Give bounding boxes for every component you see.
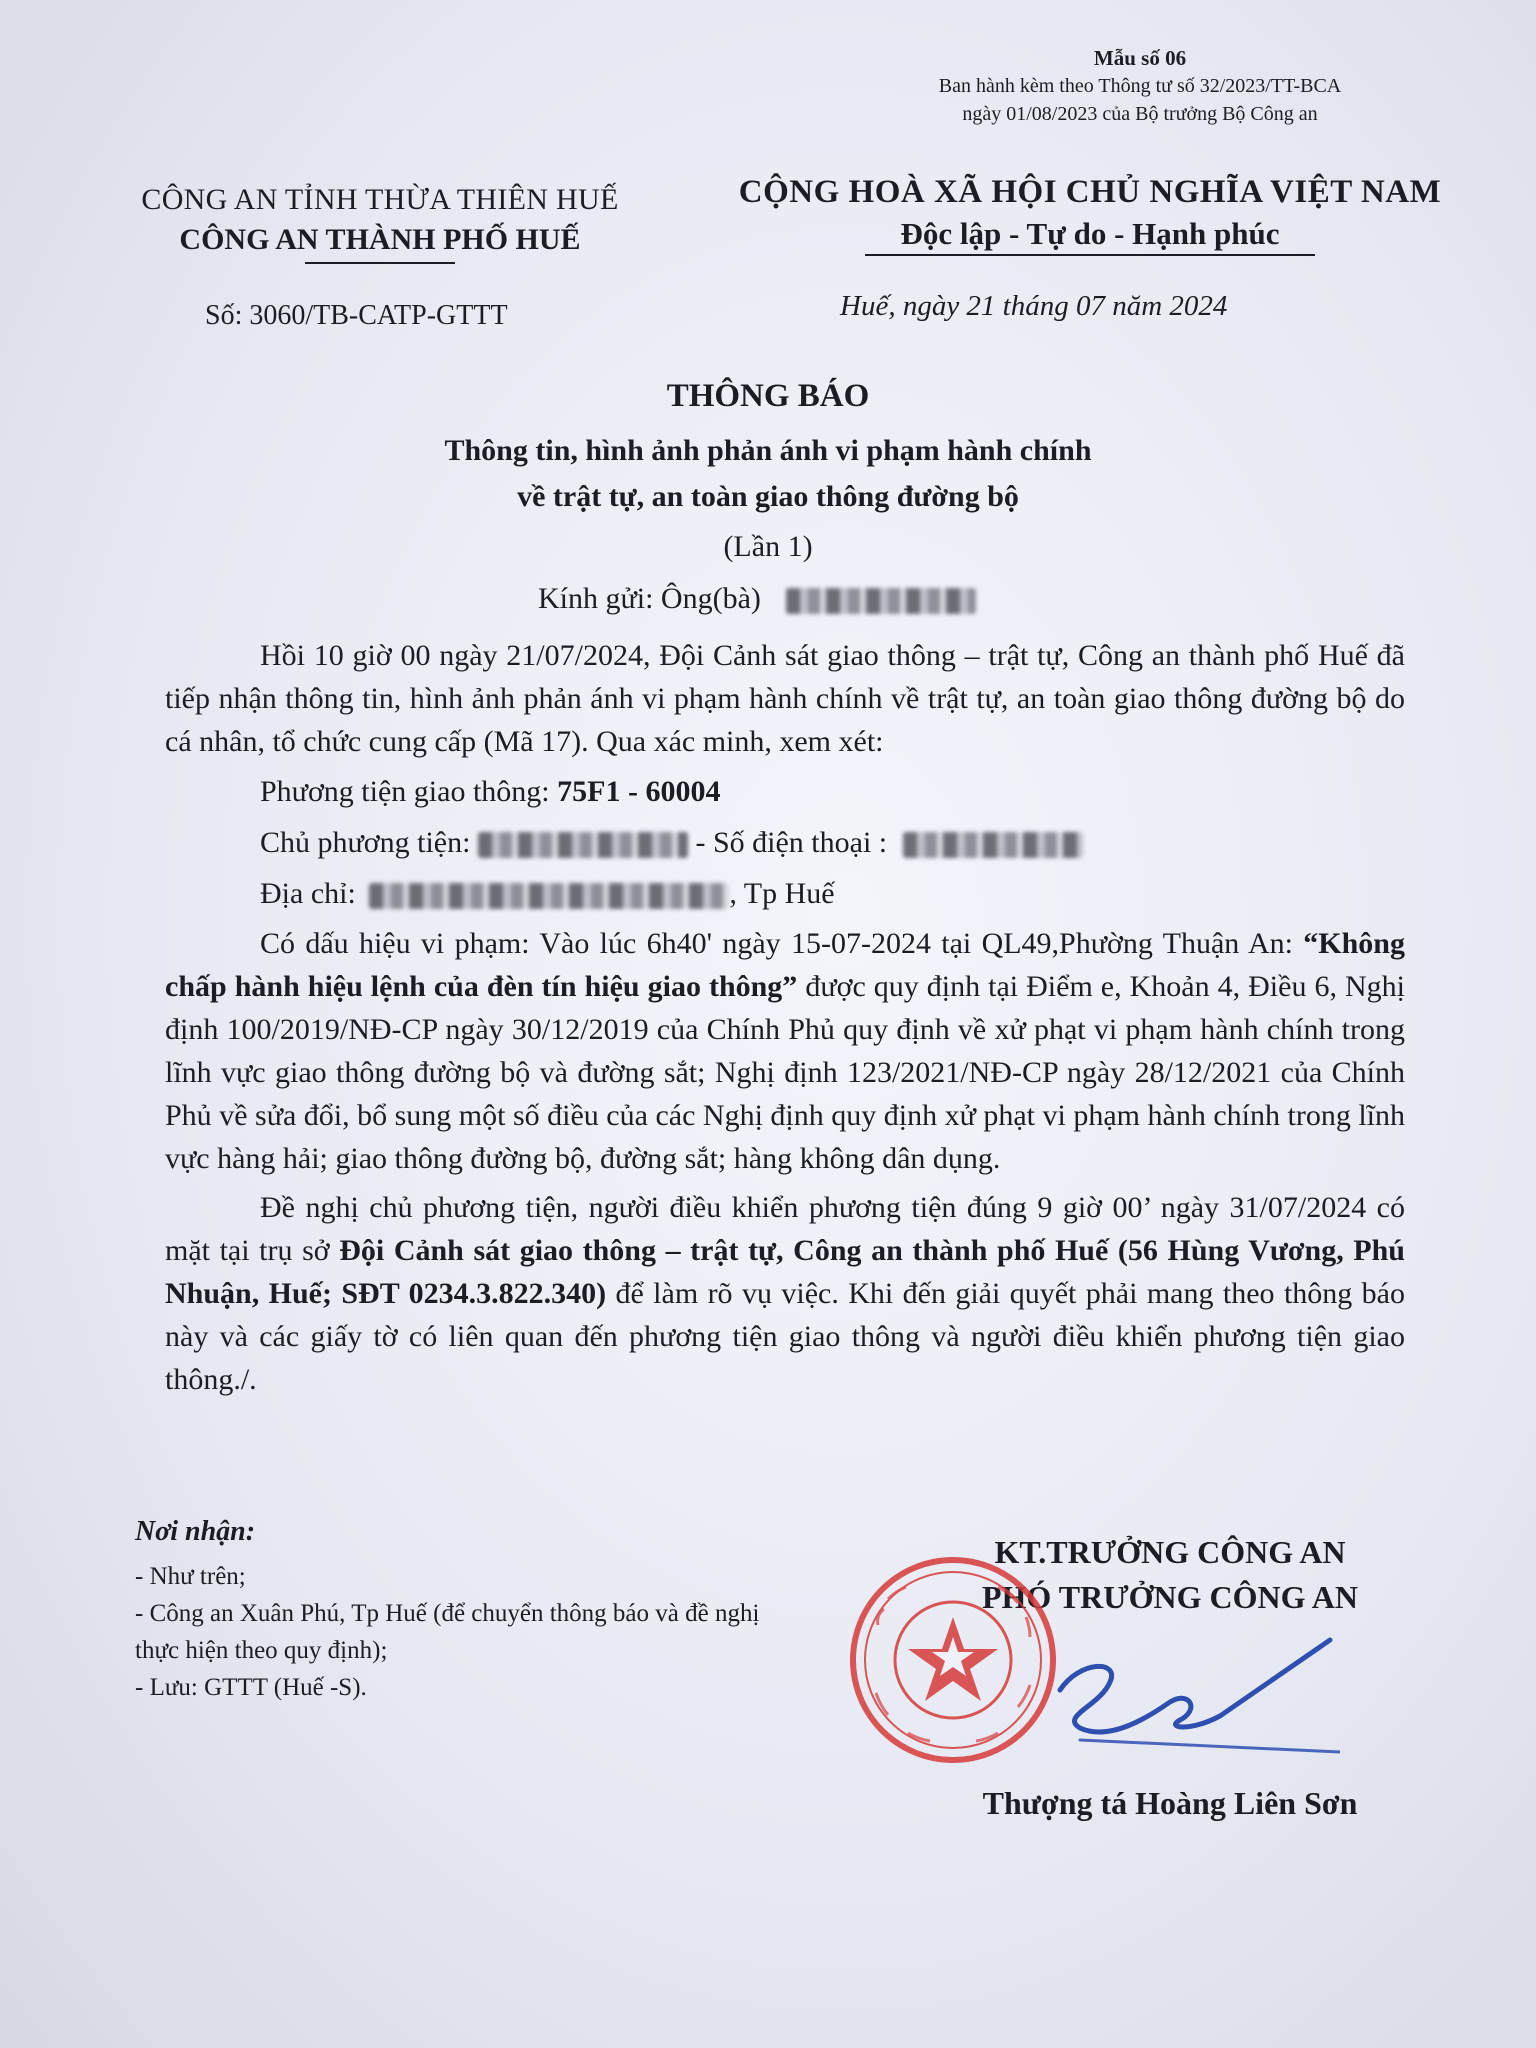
document-date: Huế, ngày 21 tháng 07 năm 2024 [840, 290, 1228, 322]
request-paragraph [165, 1186, 1405, 1401]
nation-motto: Độc lập - Tự do - Hạnh phúc [900, 216, 1280, 251]
request-lead: Đề nghị chủ phương tiện, người điều khiển phương tiện đúng 9 giờ 00’ ngày 31/07/2024 có mặt tại trụ sở [165, 1191, 1405, 1267]
signature-title-line1: KT.TRƯỞNG CÔNG AN [994, 1534, 1346, 1570]
national-header [690, 170, 1490, 256]
recipient-item: - Công an Xuân Phú, Tp Huế (để chuyển thông báo và đề nghị thực hiện theo quy định); [135, 1600, 760, 1664]
owner-phone-redacted [903, 832, 1083, 858]
request-place: Đội Cảnh sát giao thông – trật tự, Công an thành phố Huế (56 Hùng Vương, Phú Nhuận, Huế; SĐT 0234.3.822.340) [165, 1234, 1405, 1310]
subtitle-line2: về trật tự, an toàn giao thông đường bộ [517, 480, 1019, 513]
document-title: THÔNG BÁO [666, 378, 870, 414]
owner-line [165, 814, 1405, 871]
intro-paragraph: Hồi 10 giờ 00 ngày 21/07/2024, Đội Cảnh sát giao thông – trật tự, Công an thành phố Huế đã tiếp nhận thông tin, hình ảnh phản ánh vi phạm hành chính về trật tự, an toàn giao thông đường bộ do cá nhân, tổ chức cung cấp (Mã 17). Qua xác minh, xem xét: [165, 639, 1405, 758]
violation-lead: Có dấu hiệu vi phạm: Vào lúc 6h40' ngày 15-07-2024 tại QL49,Phường Thuận An: [260, 927, 1304, 960]
signature-title-line2: PHÓ TRƯỞNG CÔNG AN [981, 1579, 1358, 1615]
subtitle-line1: Thông tin, hình ảnh phản ánh vi phạm hành chính [444, 434, 1092, 467]
violation-paragraph [165, 922, 1405, 1180]
form-issued-line1: Ban hành kèm theo Thông tư số 32/2023/TT-BCA [938, 75, 1342, 97]
nation-line1: CỘNG HOÀ XÃ HỘI CHỦ NGHĨA VIỆT NAM [738, 174, 1442, 210]
violation-offense: “Không chấp hành hiệu lệnh của đèn tín hiệu giao thông” [165, 927, 1405, 1003]
vehicle-line [165, 763, 1405, 820]
violation-rest: được quy định tại Điểm e, Khoản 4, Điều 6, Nghị định 100/2019/NĐ-CP ngày 30/12/2019 của Chính Phủ quy định về xử phạt vi phạm hành chính trong lĩnh vực giao thông đường bộ và đường sắt; Nghị định 123/2021/NĐ-CP ngày 28/12/2021 của Chính Phủ về sửa đổi, bổ sung một số điều của các Nghị định quy định xử phạt vi phạm hành chính trong lĩnh vực hàng hải; giao thông đường bộ, đường sắt; hàng không dân dụng. [165, 970, 1405, 1175]
recipients-title: Nơi nhận: [135, 1516, 256, 1547]
owner-name-redacted [478, 832, 688, 858]
form-number: Mẫu số 06 [1093, 46, 1187, 70]
request-rest: để làm rõ vụ việc. Khi đến giải quyết phải mang theo thông báo này và các giấy tờ có liên quan đến phương tiện giao thông và người điều khiển phương tiện giao thông./. [165, 1277, 1405, 1396]
recipient-item: - Lưu: GTTT (Huế -S). [135, 1674, 367, 1701]
owner-phone-label: - Số điện thoại : [695, 826, 888, 859]
address-line [165, 865, 1405, 922]
address-suffix: , Tp Huế [729, 877, 835, 910]
document-subtitle [0, 428, 1536, 520]
address-redacted [369, 883, 729, 909]
form-reference [880, 44, 1400, 128]
signer-name: Thượng tá Hoàng Liên Sơn [982, 1785, 1358, 1821]
owner-label: Chủ phương tiện: [260, 826, 471, 859]
recipients-list [135, 1558, 805, 1706]
address-label: Địa chỉ: [260, 877, 356, 910]
red-star-seal-icon [848, 1555, 1058, 1765]
issuer-header [110, 180, 650, 264]
handwritten-signature-icon [1040, 1620, 1340, 1760]
document-number: Số: 3060/TB-CATP-GTTT [205, 300, 508, 331]
document-body [165, 634, 1405, 1401]
issuer-line2: CÔNG AN THÀNH PHỐ HUẾ [179, 223, 581, 256]
form-issued-line2: ngày 01/08/2023 của Bộ trưởng Bộ Công an [962, 103, 1318, 125]
vehicle-plate: 75F1 - 60004 [557, 775, 721, 808]
recipient-line [538, 582, 976, 616]
nation-underline [865, 254, 1315, 256]
vehicle-label: Phương tiện giao thông: [260, 775, 550, 808]
recipient-name-redacted [786, 588, 976, 614]
issuer-underline [305, 262, 455, 264]
attempt-number: (Lần 1) [723, 530, 813, 563]
recipient-label: Kính gửi: Ông(bà) [538, 582, 761, 615]
recipient-item: - Như trên; [135, 1563, 246, 1590]
issuer-line1: CÔNG AN TỈNH THỪA THIÊN HUẾ [141, 183, 619, 216]
